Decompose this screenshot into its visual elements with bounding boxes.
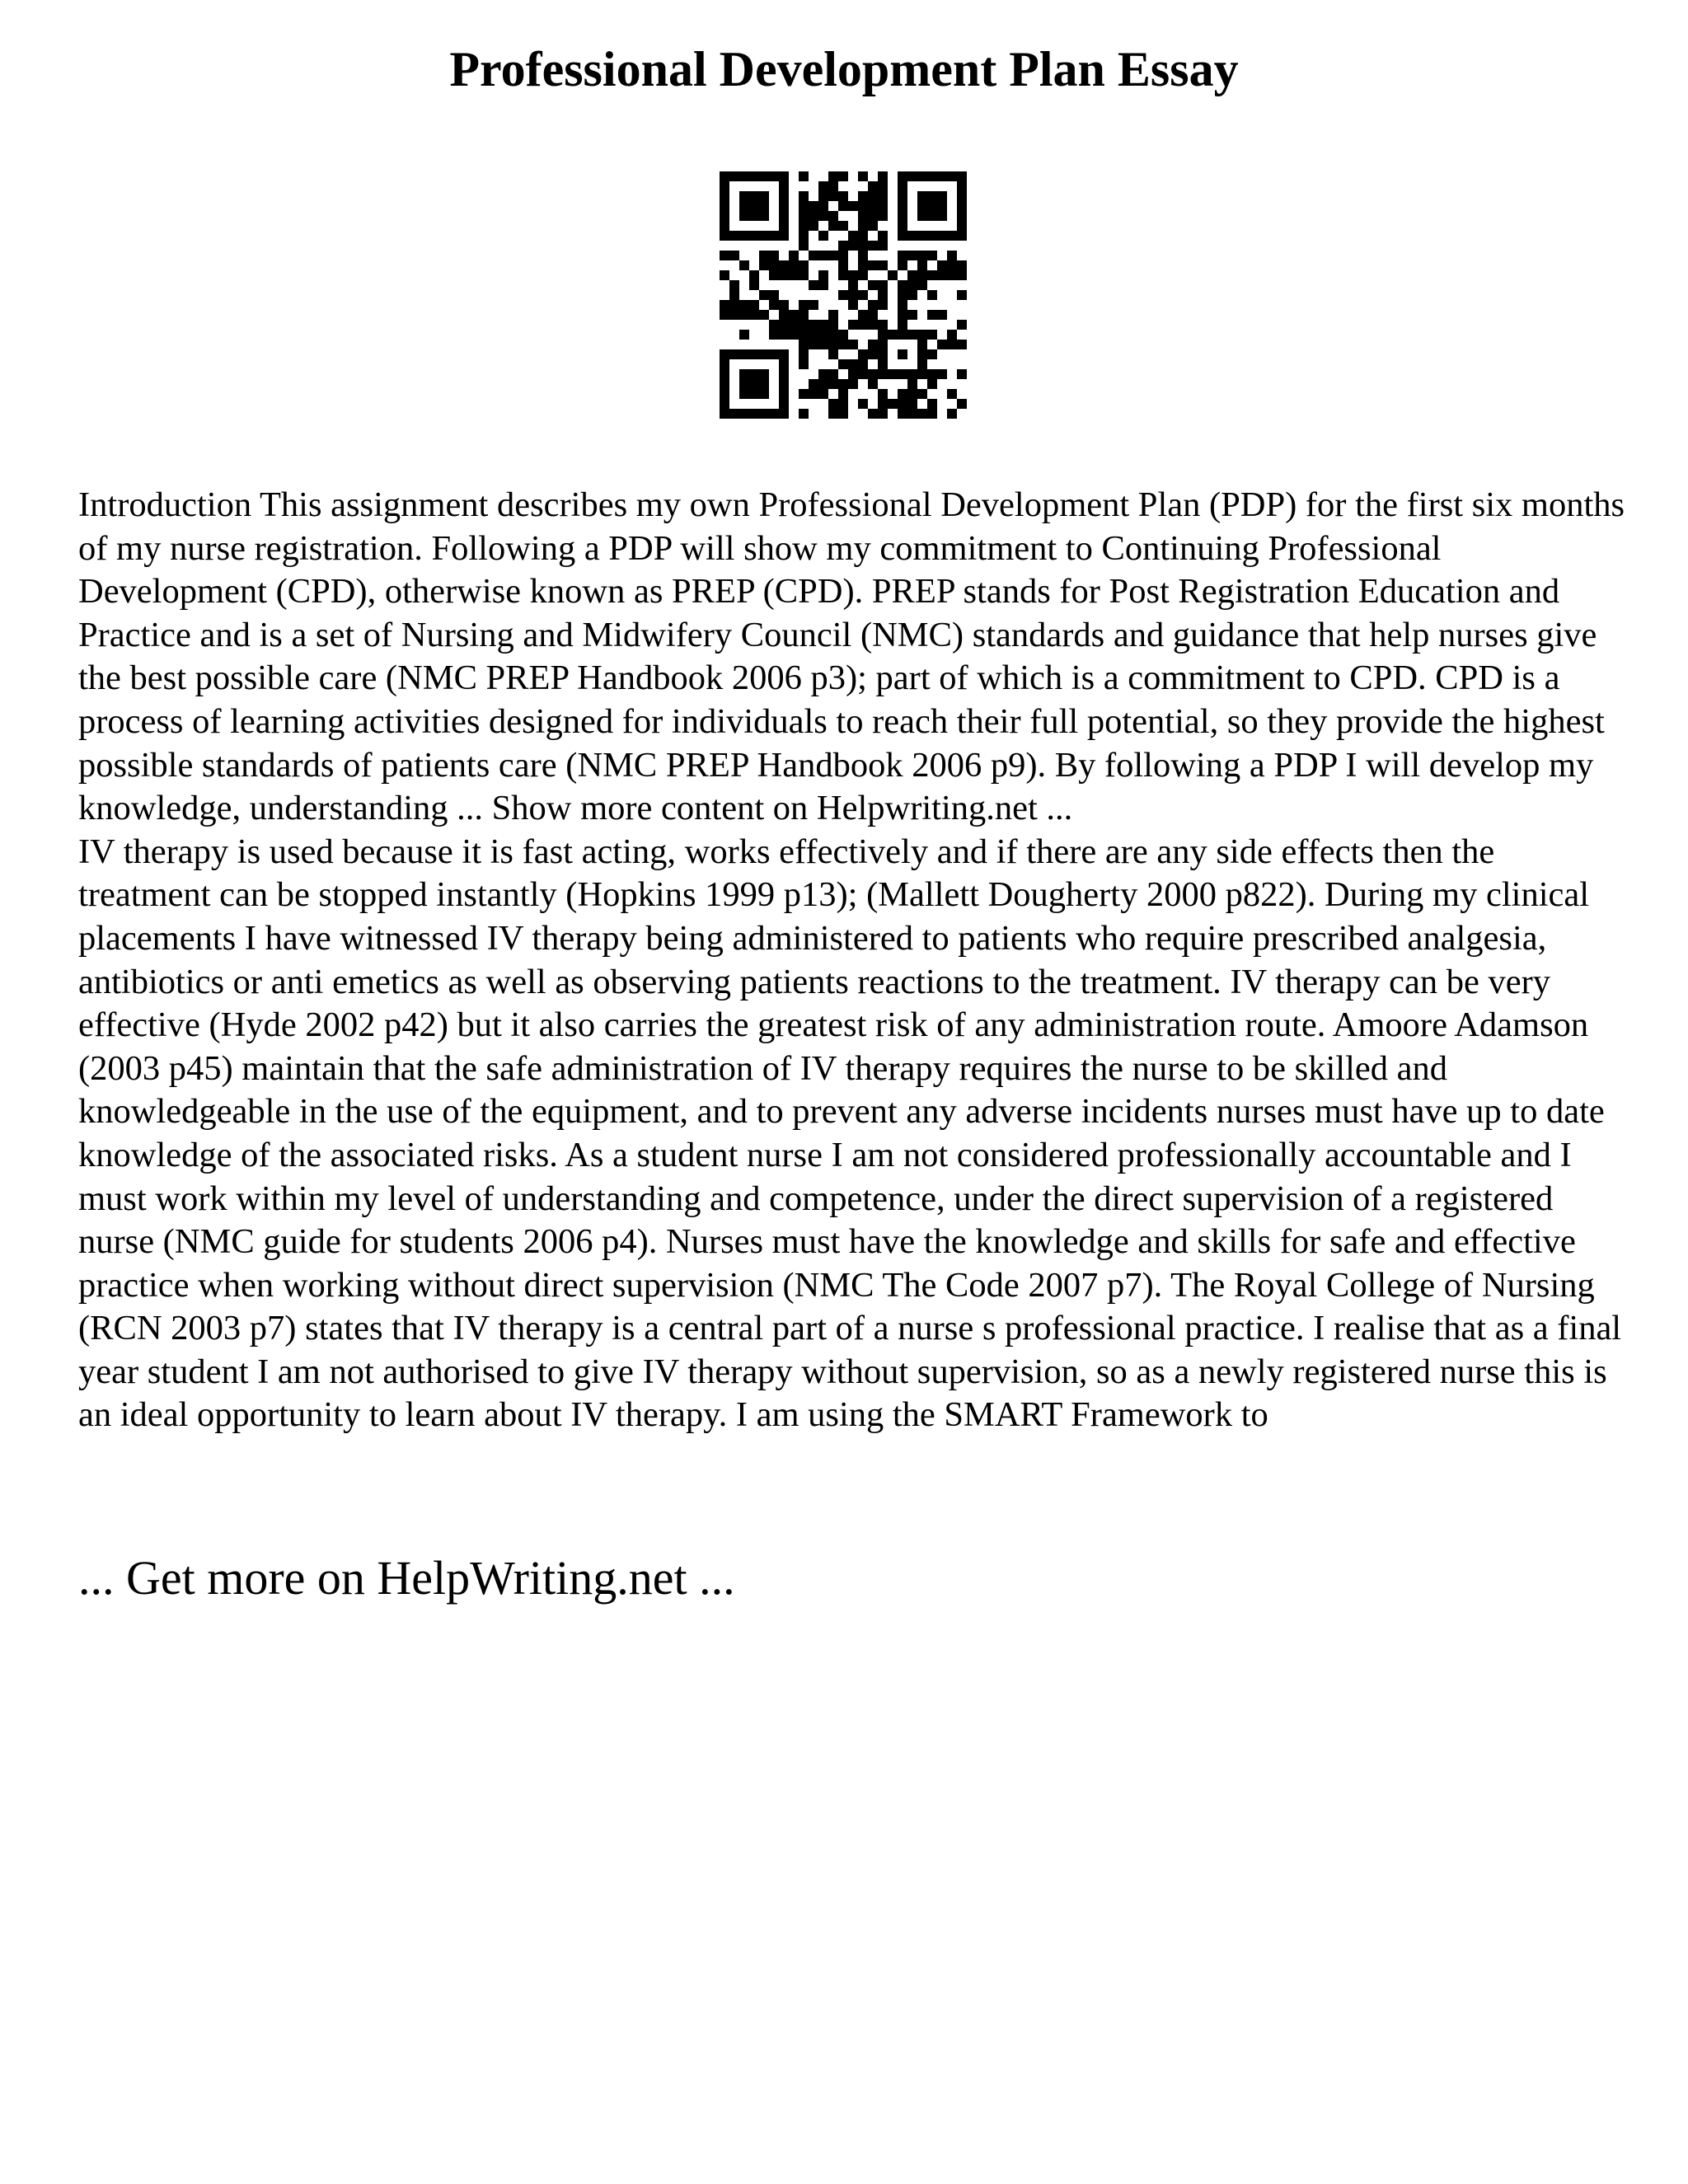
page-title: Professional Development Plan Essay — [449, 42, 1239, 96]
get-more-link[interactable]: ... Get more on HelpWriting.net ... — [78, 1551, 735, 1605]
essay-paragraph-intro: Introduction This assignment describes my own Professional Development Plan (PDP) for the first six months of my nurse registration. Following a PDP will show my commitment to Continuing Professional Development (CPD), otherwise known as PREP (CPD). PREP stands for Post Registration Education and Practice and is a set of Nursing and Midwifery Council (NMC) standards and guidance that help nurses give the best possible care (NMC PREP Handbook 2006 p3); part of which is a commitment to CPD. CPD is a process of learning activities designed for individuals to reach their full potential, so they provide the highest possible standards of patients care (NMC PREP Handbook 2006 p9). By following a PDP I will develop my knowledge, understanding ... Show more content on Helpwriting.net ... — [78, 485, 1625, 828]
essay-body — [78, 484, 1628, 1437]
essay-paragraph-iv-therapy: IV therapy is used because it is fast acting, works effectively and if there are any side effects then the treatment can be stopped instantly (Hopkins 1999 p13); (Mallett Dougherty 2000 p822). During my clinical placements I have witnessed IV therapy being administered to patients who require prescribed analgesia, antibiotics or anti emetics as well as observing patients reactions to the treatment. IV therapy can be very effective (Hyde 2002 p42) but it also carries the greatest risk of any administration route. Amoore Adamson (2003 p45) maintain that the safe administration of IV therapy requires the nurse to be skilled and knowledgeable in the use of the equipment, and to prevent any adverse incidents nurses must have up to date knowledge of the associated risks. As a student nurse I am not considered professionally accountable and I must work within my level of understanding and competence, under the direct supervision of a registered nurse (NMC guide for students 2006 p4). Nurses must have the knowledge and skills for safe and effective practice when working without direct supervision (NMC The Code 2007 p7). The Royal College of Nursing (RCN 2003 p7) states that IV therapy is a central part of a nurse s professional practice. I realise that as a final year student I am not authorised to give IV therapy without supervision, so as a newly registered nurse this is an ideal opportunity to learn about IV therapy. I am using the SMART Framework to — [78, 832, 1622, 1435]
qr-code-icon — [720, 171, 967, 419]
